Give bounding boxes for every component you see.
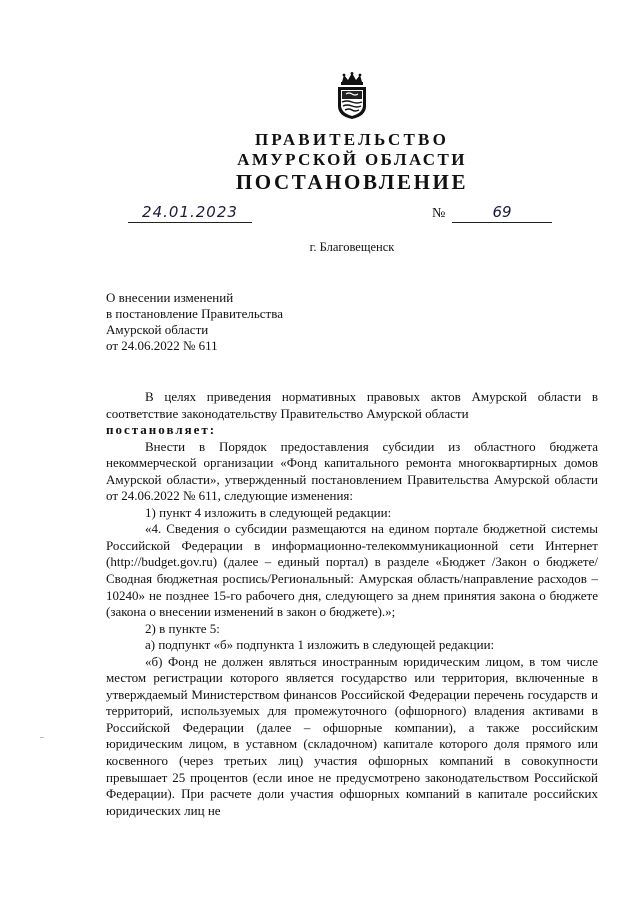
region-title: АМУРСКОЙ ОБЛАСТИ: [237, 150, 467, 169]
title-line: Амурской области: [106, 322, 209, 337]
paragraph-subitem-b-text: «б) Фонд не должен являться иностранным юридическим лицом, в том числе местом регистрации которого является государство или территория, включенные в утверждаемый Министерством финансов Российской Федерации перечень государств и территорий, используемых для промежуточного (офшорного) владения активами в Российской Федерации (далее – офшорные компании), а также российским юридическим лицом, в уставном (складочном) капитале которого доля прямого или косвенного (через третьих лиц) участия офшорных компаний в совокупности превышает 25 процентов (если иное не предусмотрено законодательством Российской Федерации). При расчете доли участия офшорных компаний в капитале российских юридических лиц не: [106, 653, 598, 818]
paragraph-item-1: 1) пункт 4 изложить в следующей редакции:: [145, 504, 392, 520]
number-label: №: [432, 206, 446, 221]
title-line: от 24.06.2022 № 611: [106, 338, 218, 353]
paragraph-intro: Внести в Порядок предоставления субсидии из областного бюджета некоммерческой организации «Фонд капитального ремонта многоквартирных домов Амурской области», утвержденный постановлением Правительства Амурской области от 24.06.2022 № 611, следующие изменения:: [106, 438, 598, 504]
document-date: 24.01.2023: [128, 202, 252, 223]
government-title: ПРАВИТЕЛЬСТВО: [255, 130, 449, 149]
coat-of-arms-icon: [332, 72, 372, 120]
resolves-line: [106, 422, 598, 439]
paragraph-item-4-text: «4. Сведения о субсидии размещаются на едином портале бюджетной системы Российской Федерации в информационно-телекоммуникационной сети Интернет (http://budget.gov.ru) (далее – единый портал) в разделе «Бюджет /Закон о бюджете/Сводная бюджетная роспись/Региональный: Амурская область/направление расходов – 10240» не позднее 15-го рабочего дня, следующего за днем принятия закона о бюджете (закона о внесении изменений в закон о бюджете).»;: [106, 521, 598, 620]
document-title-block: [106, 290, 283, 354]
title-line: О внесении изменений: [106, 290, 234, 305]
document-type-title: ПОСТАНОВЛЕНИЕ: [235, 170, 469, 194]
paragraph-preamble: В целях приведения нормативных правовых актов Амурской области в соответствие законодательству Правительство Амурской области: [106, 389, 598, 421]
scan-mark: [40, 737, 44, 738]
document-number: 69: [452, 202, 552, 223]
document-body: [106, 389, 598, 819]
city-line: г. Благовещенск: [309, 240, 395, 254]
resolves-word: постановляет:: [106, 422, 217, 438]
title-line: в постановление Правительства: [106, 306, 283, 321]
paragraph-subitem-a: а) подпункт «б» подпункта 1 изложить в следующей редакции:: [145, 637, 495, 653]
paragraph-item-2: 2) в пункте 5:: [145, 620, 220, 636]
